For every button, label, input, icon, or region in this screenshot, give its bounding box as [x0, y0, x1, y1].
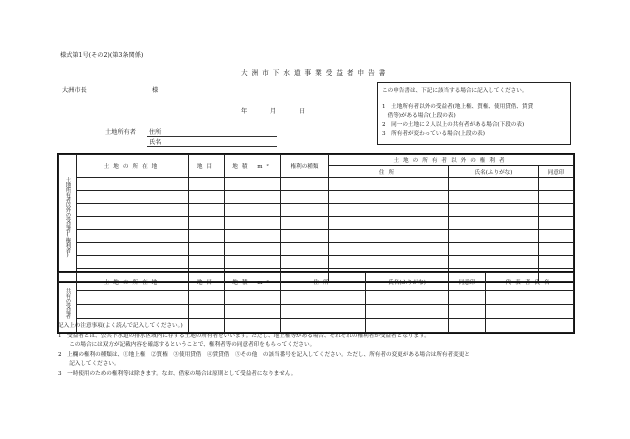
owner-address-line[interactable] — [147, 136, 277, 137]
notice-item: 2 同一の土地に２人以上の共有者がある場合(下段の表) — [382, 122, 525, 128]
notice-item: 3 所有者が変わっている場合(上段の表) — [382, 131, 485, 137]
notes-line: 3 一時使用のための権利等は除きます。なお、借家の場合は原則として受益者になりません。 — [58, 370, 297, 377]
date-day-label: 日 — [299, 108, 306, 115]
notes-title: 記入上の注意事項(よく読んで記入してください。) — [58, 323, 183, 329]
header-name: 氏名(ふりがな) — [366, 273, 449, 291]
header-land-category: 地目 — [189, 273, 225, 291]
table-row — [59, 217, 574, 230]
table-row — [59, 230, 574, 243]
table-row — [59, 178, 574, 191]
table-row — [59, 256, 574, 269]
header-address: 住所 — [281, 273, 366, 291]
addressee-honorific: 様 — [152, 87, 159, 94]
notice-item: 1 土地所有者以外の受益者(地上権、質権、使用貸借、賃貸 — [382, 104, 534, 110]
notes-line: 記入してください。 — [58, 361, 120, 368]
header-holder-group: 土地の所有者以外の権利者 — [329, 155, 574, 166]
header-right-type: 権利の種類 — [281, 155, 329, 178]
date-month-label: 月 — [270, 108, 277, 115]
upper-side-label: 土地所有者以外の受益者(権利者) — [64, 177, 71, 259]
addressee-mayor: 大洲市長 — [62, 87, 87, 94]
header-area: 地積 m² — [225, 273, 281, 291]
notes-section — [58, 322, 618, 380]
header-consent-seal: 同意印 — [539, 166, 574, 178]
notes-line: 1 受益者とは、公共下水道の排水区域内に存する土地の所有者をいいます。ただし、地上権等がある場合、それぞれの権利者が受益者となります。 — [58, 332, 430, 339]
header-area: 地積 m² — [225, 155, 281, 178]
notice-item: 借等)がある場合(上段の表) — [382, 113, 456, 119]
date-year-label: 年 — [241, 108, 248, 115]
upper-side-label-cell — [59, 155, 77, 282]
form-title: 大洲市下水道事業受益者申告書 — [241, 69, 390, 77]
owner-label: 土地所有者 — [105, 129, 136, 136]
table-row — [59, 305, 574, 319]
header-location: 土地の所在地 — [77, 155, 189, 178]
header-consent-seal: 同意印 — [449, 273, 486, 291]
header-land-category: 地目 — [189, 155, 225, 178]
owner-name-label: 氏名 — [149, 139, 162, 146]
table-row — [59, 204, 574, 217]
table-row — [59, 243, 574, 256]
table-row — [59, 191, 574, 204]
notice-intro: この申告書は、下記に該当する場合に記入してください。 — [382, 88, 528, 94]
header-representative: 代表者氏名 — [486, 273, 574, 291]
header-name: 氏名(ふりがな) — [449, 166, 539, 178]
owner-address-label: 住所 — [149, 129, 162, 136]
lower-side-label: 共有の受益者 — [64, 287, 71, 318]
notes-line: この場合には双方が記載内容を確認するということで、権利者等の同意者印をもらってください。 — [58, 342, 316, 349]
owner-name-line[interactable] — [147, 146, 277, 147]
form-number: 様式第1号(その2)(第3条関係) — [60, 52, 144, 59]
notice-box — [377, 82, 571, 145]
header-location: 土地の所在地 — [77, 273, 189, 291]
upper-beneficiary-table — [58, 154, 574, 282]
header-address: 住所 — [329, 166, 449, 178]
notes-line: 2 上欄の権利の種類は、①地上権 ②質権 ③使用貸借 ④賃貸借 ⑤その他 の該当番号を記入してください。ただし、所有者の変更がある場合は所有者変更と — [58, 351, 470, 358]
table-row — [59, 291, 574, 305]
